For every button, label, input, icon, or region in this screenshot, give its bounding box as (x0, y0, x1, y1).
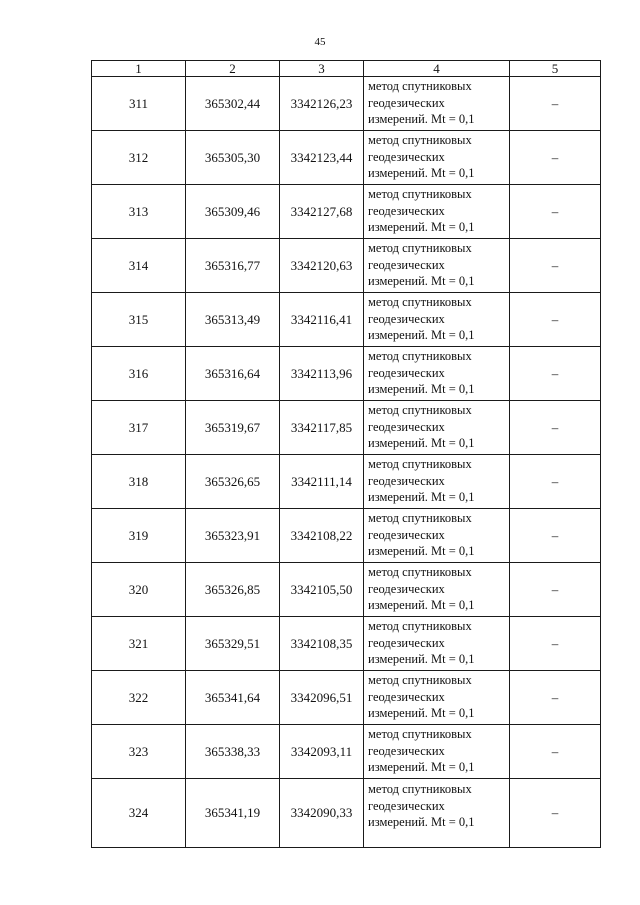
method-line: метод спутниковых (368, 511, 472, 525)
method-line: метод спутниковых (368, 349, 472, 363)
point-number-cell: 311 (92, 77, 186, 131)
point-number-cell: 324 (92, 779, 186, 848)
method-line: метод спутниковых (368, 619, 472, 633)
y-coordinate-cell: 3342096,51 (280, 671, 364, 725)
header-col-3: 3 (280, 61, 364, 77)
method-line: измерений. Mt = 0,1 (368, 490, 475, 504)
note-cell: – (510, 455, 601, 509)
table-row (92, 509, 601, 563)
method-line: метод спутниковых (368, 295, 472, 309)
point-number-cell: 322 (92, 671, 186, 725)
x-coordinate-cell: 365323,91 (186, 509, 280, 563)
method-line: измерений. Mt = 0,1 (368, 112, 475, 126)
method-line: геодезических (368, 689, 445, 704)
method-line: измерений. Mt = 0,1 (368, 436, 475, 450)
note-cell: – (510, 347, 601, 401)
point-number-cell: 313 (92, 185, 186, 239)
note-cell: – (510, 509, 601, 563)
y-coordinate-cell: 3342108,22 (280, 509, 364, 563)
x-coordinate-cell: 365316,77 (186, 239, 280, 293)
method-line: геодезических (368, 527, 445, 542)
table-row (92, 671, 601, 725)
header-col-4: 4 (364, 61, 510, 77)
method-cell (364, 185, 510, 239)
table-row (92, 239, 601, 293)
method-line: геодезических (368, 635, 445, 650)
y-coordinate-cell: 3342113,96 (280, 347, 364, 401)
method-cell (364, 293, 510, 347)
x-coordinate-cell: 365309,46 (186, 185, 280, 239)
method-line: метод спутниковых (368, 782, 472, 796)
y-coordinate-cell: 3342090,33 (280, 779, 364, 848)
method-cell (364, 239, 510, 293)
method-line: метод спутниковых (368, 403, 472, 417)
table-row (92, 455, 601, 509)
x-coordinate-cell: 365338,33 (186, 725, 280, 779)
note-cell: – (510, 779, 601, 848)
x-coordinate-cell: 365329,51 (186, 617, 280, 671)
method-line: геодезических (368, 257, 445, 272)
table-row (92, 725, 601, 779)
x-coordinate-cell: 365313,49 (186, 293, 280, 347)
y-coordinate-cell: 3342126,23 (280, 77, 364, 131)
point-number-cell: 314 (92, 239, 186, 293)
table-row (92, 563, 601, 617)
method-line: геодезических (368, 743, 445, 758)
method-line: измерений. Mt = 0,1 (368, 382, 475, 396)
note-cell: – (510, 185, 601, 239)
coordinates-table (91, 60, 601, 848)
method-line: геодезических (368, 798, 445, 813)
y-coordinate-cell: 3342111,14 (280, 455, 364, 509)
y-coordinate-cell: 3342127,68 (280, 185, 364, 239)
method-line: метод спутниковых (368, 457, 472, 471)
method-line: измерений. Mt = 0,1 (368, 815, 475, 829)
method-line: геодезических (368, 365, 445, 380)
y-coordinate-cell: 3342105,50 (280, 563, 364, 617)
y-coordinate-cell: 3342093,11 (280, 725, 364, 779)
point-number-cell: 312 (92, 131, 186, 185)
note-cell: – (510, 563, 601, 617)
method-cell (364, 671, 510, 725)
point-number-cell: 321 (92, 617, 186, 671)
method-line: геодезических (368, 419, 445, 434)
method-line: метод спутниковых (368, 187, 472, 201)
method-line: измерений. Mt = 0,1 (368, 544, 475, 558)
point-number-cell: 316 (92, 347, 186, 401)
x-coordinate-cell: 365326,65 (186, 455, 280, 509)
y-coordinate-cell: 3342123,44 (280, 131, 364, 185)
method-line: геодезических (368, 149, 445, 164)
table-row (92, 617, 601, 671)
note-cell: – (510, 671, 601, 725)
header-row (92, 61, 601, 77)
table-row (92, 293, 601, 347)
method-line: геодезических (368, 311, 445, 326)
note-cell: – (510, 131, 601, 185)
method-cell (364, 563, 510, 617)
note-cell: – (510, 239, 601, 293)
y-coordinate-cell: 3342120,63 (280, 239, 364, 293)
method-cell (364, 455, 510, 509)
x-coordinate-cell: 365326,85 (186, 563, 280, 617)
method-line: измерений. Mt = 0,1 (368, 166, 475, 180)
method-cell (364, 617, 510, 671)
table-row (92, 779, 601, 848)
method-line: метод спутниковых (368, 79, 472, 93)
method-line: измерений. Mt = 0,1 (368, 220, 475, 234)
method-cell (364, 347, 510, 401)
method-line: измерений. Mt = 0,1 (368, 598, 475, 612)
method-cell (364, 779, 510, 848)
method-line: геодезических (368, 473, 445, 488)
method-line: измерений. Mt = 0,1 (368, 274, 475, 288)
x-coordinate-cell: 365341,64 (186, 671, 280, 725)
table-header (92, 61, 601, 77)
note-cell: – (510, 77, 601, 131)
method-cell (364, 77, 510, 131)
method-line: геодезических (368, 203, 445, 218)
header-col-2: 2 (186, 61, 280, 77)
table-row (92, 77, 601, 131)
note-cell: – (510, 293, 601, 347)
x-coordinate-cell: 365319,67 (186, 401, 280, 455)
x-coordinate-cell: 365341,19 (186, 779, 280, 848)
table-row (92, 185, 601, 239)
table-body (92, 77, 601, 848)
note-cell: – (510, 725, 601, 779)
method-line: метод спутниковых (368, 565, 472, 579)
method-line: метод спутниковых (368, 727, 472, 741)
method-line: геодезических (368, 581, 445, 596)
x-coordinate-cell: 365305,30 (186, 131, 280, 185)
point-number-cell: 323 (92, 725, 186, 779)
method-cell (364, 401, 510, 455)
method-line: измерений. Mt = 0,1 (368, 652, 475, 666)
method-cell (364, 725, 510, 779)
point-number-cell: 319 (92, 509, 186, 563)
point-number-cell: 315 (92, 293, 186, 347)
method-line: метод спутниковых (368, 241, 472, 255)
table-row (92, 131, 601, 185)
method-line: измерений. Mt = 0,1 (368, 706, 475, 720)
method-cell (364, 509, 510, 563)
header-col-1: 1 (92, 61, 186, 77)
x-coordinate-cell: 365316,64 (186, 347, 280, 401)
y-coordinate-cell: 3342108,35 (280, 617, 364, 671)
method-line: метод спутниковых (368, 133, 472, 147)
point-number-cell: 318 (92, 455, 186, 509)
method-cell (364, 131, 510, 185)
y-coordinate-cell: 3342116,41 (280, 293, 364, 347)
header-col-5: 5 (510, 61, 601, 77)
point-number-cell: 317 (92, 401, 186, 455)
point-number-cell: 320 (92, 563, 186, 617)
note-cell: – (510, 617, 601, 671)
method-line: измерений. Mt = 0,1 (368, 328, 475, 342)
table-row (92, 347, 601, 401)
method-line: метод спутниковых (368, 673, 472, 687)
page-number: 45 (314, 36, 326, 48)
note-cell: – (510, 401, 601, 455)
method-line: геодезических (368, 95, 445, 110)
table-row (92, 401, 601, 455)
y-coordinate-cell: 3342117,85 (280, 401, 364, 455)
method-line: измерений. Mt = 0,1 (368, 760, 475, 774)
x-coordinate-cell: 365302,44 (186, 77, 280, 131)
